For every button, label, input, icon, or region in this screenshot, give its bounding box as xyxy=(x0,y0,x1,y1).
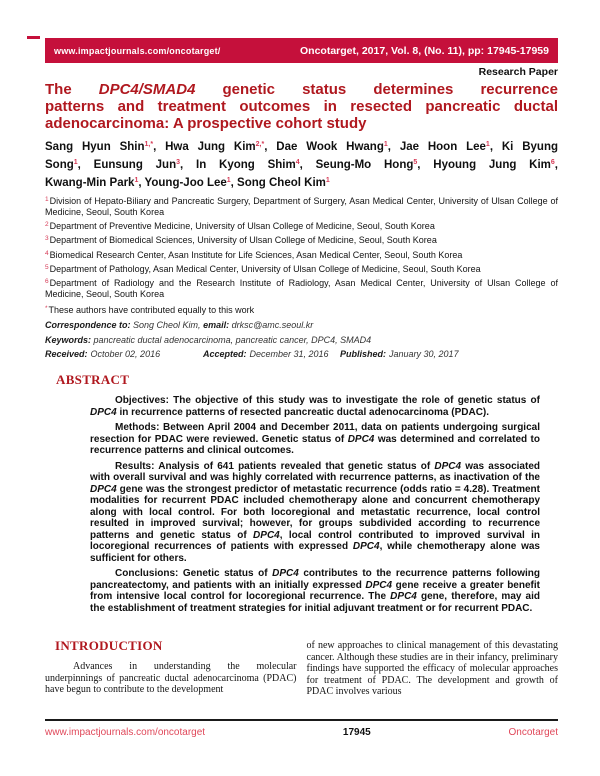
footer-row xyxy=(45,727,558,738)
affiliation-text: Division of Hepato-Biliary and Pancreatic Surgery, Department of Surgery, Asan Medical Center, University of Ulsan College of Medicine, Seoul, South Korea xyxy=(45,196,558,217)
header-citation: Oncotarget, 2017, Vol. 8, (No. 11), pp: 17945-17959 xyxy=(300,44,549,57)
text-segment: email: xyxy=(203,320,230,331)
text-segment: was associated with overall survival and was highly correlated with recurrence patterns, as inactivation of the xyxy=(90,460,540,484)
footer-site-link[interactable]: www.impactjournals.com/oncotarget xyxy=(45,727,206,738)
equal-contribution-note xyxy=(45,304,558,316)
accepted-date xyxy=(203,349,340,359)
text-segment: Objectives: The objective of this study was to investigate the role of genetic status of xyxy=(115,395,540,407)
received-date xyxy=(45,349,203,359)
text-segment: Correspondence to: xyxy=(45,320,131,331)
article-title xyxy=(45,81,558,132)
affiliation xyxy=(45,195,558,218)
published-label: Published: xyxy=(340,349,387,360)
text-segment: , Song Cheol Kim xyxy=(230,177,326,189)
text-segment: 5 xyxy=(413,159,418,166)
title-line xyxy=(45,81,558,98)
abstract-results xyxy=(90,461,540,565)
text-segment: , In Kyong Shim xyxy=(180,159,296,171)
text-segment: The xyxy=(45,81,99,98)
text-segment: , Eunsung Jun xyxy=(77,159,177,171)
text-segment: 3 xyxy=(176,159,180,166)
accepted-value: December 31, 2016 xyxy=(249,349,329,360)
text-segment: DPC4 xyxy=(352,541,380,553)
text-segment: Sang Hyun Shin xyxy=(45,141,145,153)
footer-rule xyxy=(45,719,558,721)
text-segment: 1,* xyxy=(144,141,154,148)
correspondence-line xyxy=(45,320,558,330)
text-segment: 1 xyxy=(73,159,78,166)
text-segment: DPC4 xyxy=(90,406,117,418)
text-segment: pancreatic ductal adenocarcinoma, pancreatic cancer, DPC4, SMAD4 xyxy=(91,334,372,345)
footer-page-number: 17945 xyxy=(342,727,371,738)
affiliation xyxy=(45,277,558,300)
text-segment: , xyxy=(554,159,558,171)
article-dates xyxy=(45,349,558,359)
page-footer xyxy=(45,719,558,738)
affiliation-text: Department of Preventive Medicine, University of Ulsan College of Medicine, Seoul, South Korea xyxy=(49,221,435,232)
affiliation-text: Biomedical Research Center, Asan Institute for Life Sciences, Asan Medical Center, Seoul, South Korea xyxy=(49,249,463,260)
text-segment: 1 xyxy=(325,177,330,184)
text-segment: 2,* xyxy=(255,141,265,148)
title-line xyxy=(45,98,558,115)
text-segment: , Seung-Mo Hong xyxy=(299,159,414,171)
abstract-heading: ABSTRACT xyxy=(56,372,130,388)
abstract-objectives xyxy=(90,395,540,418)
text-segment: Methods: Between April 2004 and December 2011, data on patients undergoing surgical resection for PDAC were reviewed. Genetic status of xyxy=(90,422,540,445)
text-segment: patterns and treatment outcomes in resected pancreatic ductal xyxy=(45,98,558,115)
text-segment: genetic status determines recurrence xyxy=(195,81,558,98)
text-segment: gene receive a greater benefit from intensive local control for locoregional recurrence. The xyxy=(90,579,540,603)
abstract-methods xyxy=(90,422,540,457)
affiliation-text: Department of Pathology, Asan Medical Center, University of Ulsan College of Medicine, Seoul, South Korea xyxy=(49,263,481,274)
text-segment: Keywords: xyxy=(45,334,92,345)
author-line xyxy=(45,155,558,173)
text-segment: Results: Analysis of 641 patients revealed that genetic status of xyxy=(115,460,435,472)
text-segment: , local control contributed to improved survival in locoregional recurrences of patients with expressed xyxy=(90,529,540,553)
author-line xyxy=(45,173,558,191)
intro-left-text: Advances in understanding the molecular underpinnings of pancreatic ductal adenocarcinoma (PDAC) have begun to contribute to the development xyxy=(45,661,297,696)
text-segment: DPC4 xyxy=(272,568,299,580)
text-segment: DPC4 xyxy=(347,433,375,445)
text-segment: was determined and correlated to recurrence patterns and clinical outcomes. xyxy=(90,433,540,457)
affiliation-marker: 6 xyxy=(45,278,49,286)
text-segment: , Dae Wook Hwang xyxy=(264,141,384,153)
journal-header-bar xyxy=(45,38,558,63)
affiliation-list xyxy=(45,195,558,300)
published-date xyxy=(340,349,459,359)
text-segment: DPC4 xyxy=(434,460,462,472)
text-segment: Kwang-Min Park xyxy=(45,177,135,189)
text-segment: Conclusions: Genetic status of xyxy=(115,568,273,580)
text-segment: DPC4 xyxy=(390,591,417,603)
text-segment: gene was the strongest predictor of metastatic recurrence (odds ratio = 4.28). Treatment modalities for recurrent PDAC included chemotherapy alone and concurrent chemotherapy along with local control. For both locoregional and metastatic recurrence, local control resulted in improved survival; however, for groups subdivided according to recurrence patterns and genetic status of xyxy=(90,483,540,541)
text-segment: 6 xyxy=(550,159,555,166)
header-site-link[interactable]: www.impactjournals.com/oncotarget/ xyxy=(54,45,221,56)
text-segment: 1 xyxy=(226,177,231,184)
text-segment: gene, therefore, may aid the establishment of treatment strategies for initial adjuvant treatment or for recurrent PDAC. xyxy=(90,591,540,614)
introduction-section xyxy=(45,638,558,698)
text-segment: contributes to the recurrence patterns following pancreatectomy, and patients with an initially expressed xyxy=(90,568,540,591)
affiliation xyxy=(45,249,558,261)
affiliation-text: Department of Biomedical Sciences, University of Ulsan College of Medicine, Seoul, South Korea xyxy=(49,235,437,246)
author-list xyxy=(45,137,558,191)
published-value: January 30, 2017 xyxy=(389,349,459,360)
abstract-conclusions xyxy=(90,568,540,614)
text-segment: DPC4 xyxy=(253,529,280,541)
affiliation xyxy=(45,263,558,275)
text-segment: , while chemotherapy alone was sufficient for others. xyxy=(90,541,540,564)
affiliation-marker: 3 xyxy=(45,235,49,243)
page-corner-mark xyxy=(27,36,40,39)
text-segment: , Ki Byung xyxy=(489,141,558,153)
footnote-text: These authors have contributed equally to this work xyxy=(48,304,255,315)
text-segment: Song Cheol Kim, xyxy=(130,320,204,331)
title-line xyxy=(45,115,558,132)
text-segment: , Jae Hoon Lee xyxy=(387,141,486,153)
affiliation-marker: 4 xyxy=(45,249,49,257)
text-segment: DPC4 xyxy=(365,579,393,591)
intro-right-text: of new approaches to clinical management of this devastating cancer. Although these studies are in their infancy, preliminary findings have supported the efficacy of molecular approaches for treatment of PDAC. The development and growth of PDAC involves various xyxy=(306,640,558,698)
affiliation xyxy=(45,234,558,246)
text-segment: in recurrence patterns of resected pancreatic ductal adenocarcinoma (PDAC). xyxy=(116,406,490,418)
received-label: Received: xyxy=(45,349,88,360)
introduction-heading: INTRODUCTION xyxy=(55,638,163,654)
text-segment: 1 xyxy=(485,141,490,148)
email-link[interactable]: drksc@amc.seoul.kr xyxy=(229,320,314,331)
text-segment: , Hyoung Jung Kim xyxy=(417,159,551,171)
text-segment: DPC4/SMAD4 xyxy=(98,81,196,98)
text-segment: 1 xyxy=(134,177,139,184)
footer-journal-name: Oncotarget xyxy=(508,727,558,738)
text-segment: , Hwa Jung Kim xyxy=(153,141,256,153)
text-segment: Song xyxy=(45,159,74,171)
author-line xyxy=(45,137,558,155)
affiliation-marker: 2 xyxy=(45,221,49,229)
affiliation-text: Department of Radiology and the Research Institute of Radiology, Asan Medical Center, University of Ulsan College of Medicine, Seoul, South Korea xyxy=(45,278,558,300)
article-type-label: Research Paper xyxy=(478,66,558,78)
text-segment: 1 xyxy=(383,141,388,148)
text-segment: DPC4 xyxy=(90,483,117,495)
text-segment: adenocarcinoma: A prospective cohort study xyxy=(45,115,367,132)
footnote-marker: * xyxy=(45,304,48,312)
text-segment: 4 xyxy=(295,159,300,166)
intro-right-column xyxy=(307,638,559,698)
accepted-label: Accepted: xyxy=(203,349,247,360)
text-segment: , Young-Joo Lee xyxy=(138,177,227,189)
keywords-line xyxy=(45,335,558,345)
affiliation xyxy=(45,220,558,232)
intro-left-column xyxy=(45,638,297,698)
received-value: October 02, 2016 xyxy=(90,349,161,360)
abstract-body xyxy=(45,395,540,614)
affiliation-marker: 5 xyxy=(45,263,49,271)
affiliation-marker: 1 xyxy=(45,196,49,203)
